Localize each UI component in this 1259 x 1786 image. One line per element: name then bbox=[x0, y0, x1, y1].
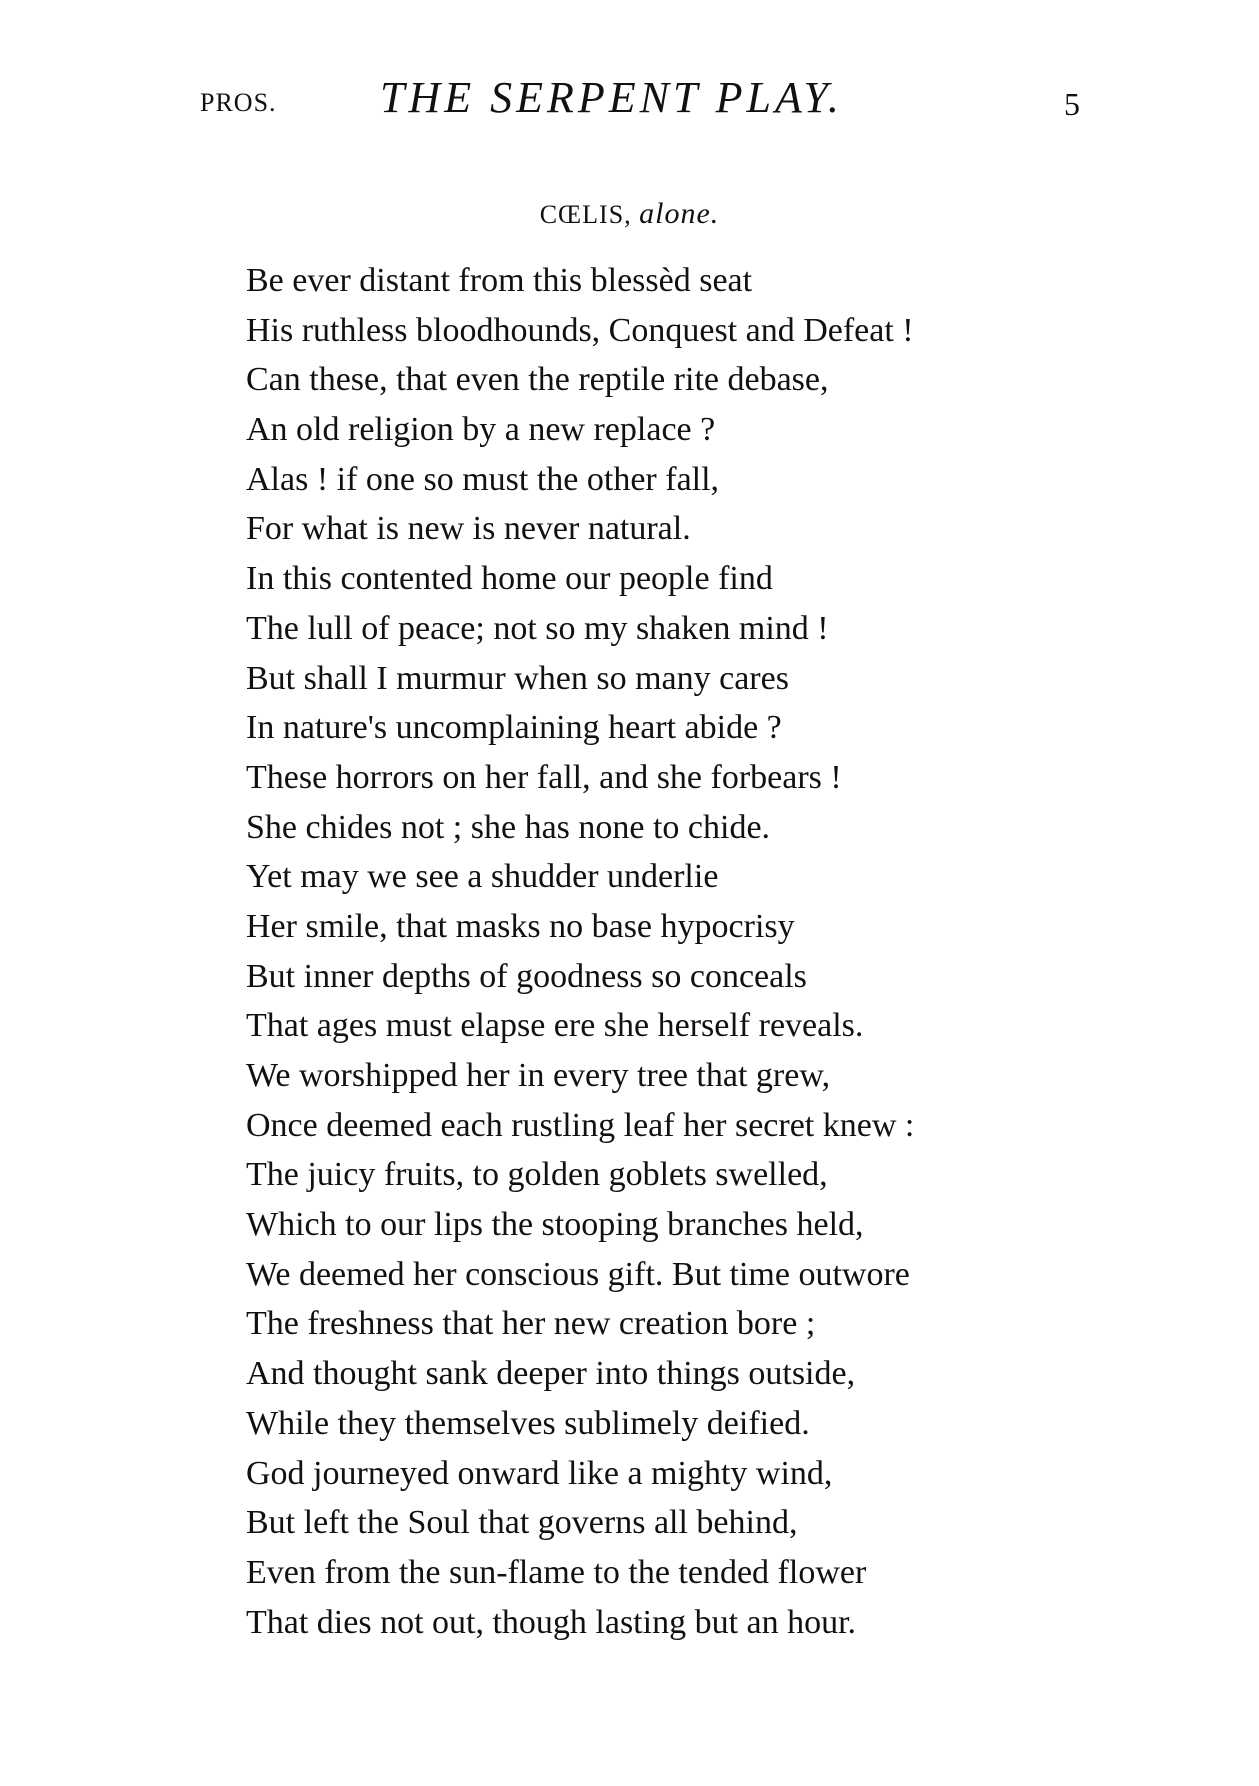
verse-line: The lull of peace; not so my shaken mind ! bbox=[246, 609, 829, 647]
stage-direction: alone. bbox=[639, 197, 720, 230]
verse-line: And thought sank deeper into things outside, bbox=[246, 1355, 856, 1393]
book-title: THE SERPENT PLAY. bbox=[380, 73, 843, 122]
verse-line: Can these, that even the reptile rite debase, bbox=[246, 361, 829, 399]
speaker-name: CŒLIS, bbox=[539, 200, 632, 229]
speaker-heading bbox=[0, 197, 1259, 231]
verse-line: That ages must elapse ere she herself reveals. bbox=[246, 1007, 864, 1045]
verse-line: But left the Soul that governs all behind, bbox=[246, 1504, 798, 1542]
verse-line: These horrors on her fall, and she forbears ! bbox=[246, 758, 842, 796]
verse-line: Even from the sun-flame to the tended flower bbox=[246, 1553, 867, 1591]
section-label: PROS. bbox=[200, 88, 277, 117]
verse-line: In this contented home our people find bbox=[246, 560, 773, 598]
verse-line: God journeyed onward like a mighty wind, bbox=[246, 1454, 833, 1492]
verse-line: The freshness that her new creation bore ; bbox=[246, 1305, 816, 1343]
verse-line: We worshipped her in every tree that grew, bbox=[246, 1057, 831, 1094]
verse-line: She chides not ; she has none to chide. bbox=[246, 808, 771, 846]
verse-line: Yet may we see a shudder underlie bbox=[246, 858, 719, 896]
verse-line: We deemed her conscious gift. But time outwore bbox=[246, 1255, 910, 1293]
verse-line: His ruthless bloodhounds, Conquest and Defeat ! bbox=[246, 311, 914, 349]
verse-line: Once deemed each rustling leaf her secret knew : bbox=[246, 1106, 915, 1144]
page-number: 5 bbox=[1064, 86, 1080, 122]
verse-line: An old religion by a new replace ? bbox=[246, 411, 716, 449]
verse-line: In nature's uncomplaining heart abide ? bbox=[246, 709, 782, 747]
verse-block bbox=[246, 256, 1106, 1647]
verse-line: That dies not out, though lasting but an hour. bbox=[246, 1603, 857, 1641]
verse-line: While they themselves sublimely deified. bbox=[246, 1404, 810, 1442]
running-head bbox=[200, 72, 1080, 132]
verse-line: For what is new is never natural. bbox=[246, 510, 691, 548]
verse-line: Alas ! if one so must the other fall, bbox=[246, 460, 720, 498]
verse-line: Which to our lips the stooping branches held, bbox=[246, 1206, 864, 1244]
verse-line: Be ever distant from this blessèd seat bbox=[246, 262, 753, 299]
verse-line: Her smile, that masks no base hypocrisy bbox=[246, 907, 795, 945]
verse-line: But shall I murmur when so many cares bbox=[246, 659, 789, 697]
verse-line: But inner depths of goodness so conceals bbox=[246, 957, 807, 995]
verse-line: The juicy fruits, to golden goblets swelled, bbox=[246, 1156, 828, 1194]
